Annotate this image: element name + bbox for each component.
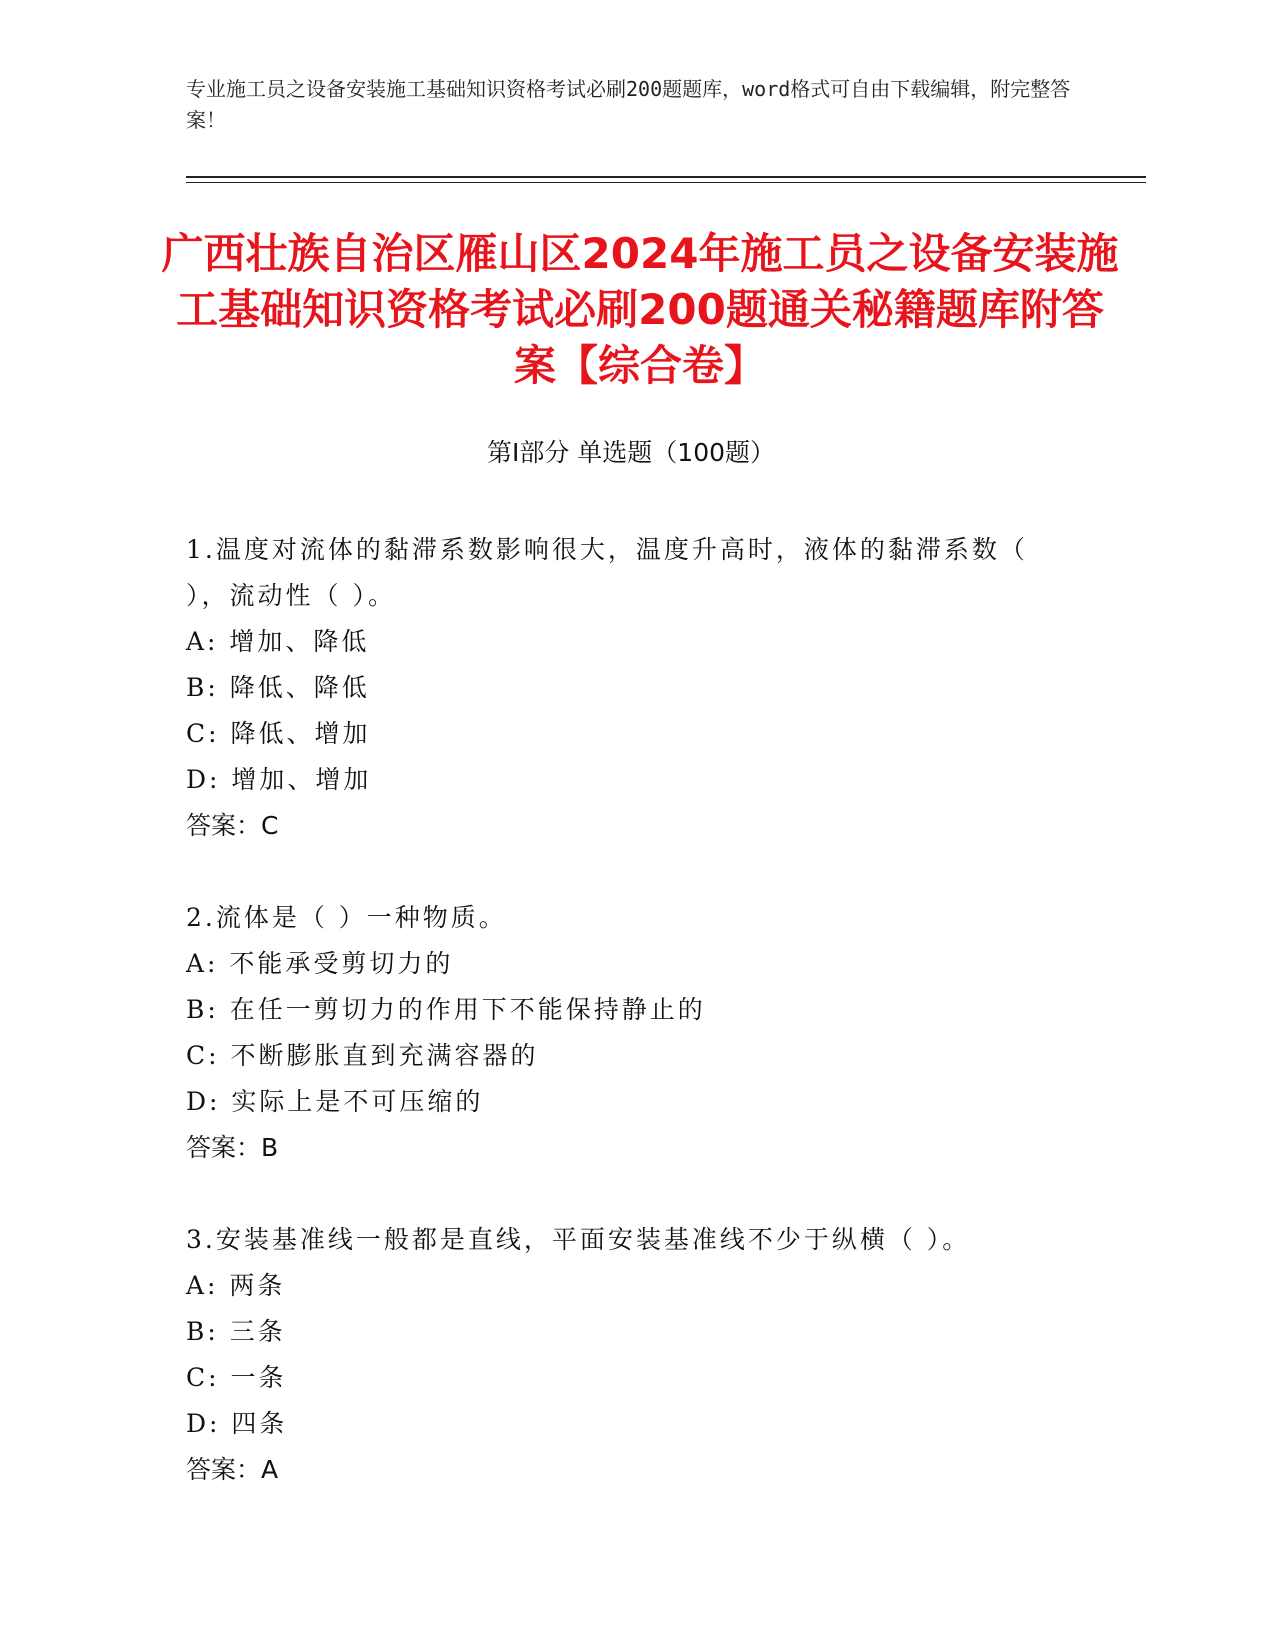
option-b: B: 降低、降低: [186, 673, 370, 702]
option-a: A: 不能承受剪切力的: [186, 949, 454, 978]
header-note: 专业施工员之设备安装施工基础知识资格考试必刷200题题库，word格式可自由下载编辑，附完整答案！: [186, 77, 1071, 132]
option-d: D: 增加、增加: [186, 765, 372, 794]
option-d: D: 四条: [186, 1409, 288, 1438]
option-c: C: 一条: [186, 1363, 287, 1392]
option-b: B: 三条: [186, 1317, 286, 1346]
option-a: A: 增加、降低: [186, 627, 370, 656]
question-list: [186, 527, 1066, 1539]
question-3: [186, 1217, 1066, 1493]
question-stem: 2.流体是（ ）一种物质。: [186, 903, 507, 932]
option-c: C: 不断膨胀直到充满容器的: [186, 1041, 539, 1070]
question-1: [186, 527, 1066, 849]
question-stem: 3.安装基准线一般都是直线，平面安装基准线不少于纵横（ ）。: [186, 1225, 971, 1254]
option-b: B: 在任一剪切力的作用下不能保持静止的: [186, 995, 706, 1024]
option-a: A: 两条: [186, 1271, 286, 1300]
option-c: C: 降低、增加: [186, 719, 371, 748]
question-stem: 1.温度对流体的黏滞系数影响很大，温度升高时，液体的黏滞系数（ ），流动性（ ）。: [186, 535, 1028, 610]
option-d: D: 实际上是不可压缩的: [186, 1087, 484, 1116]
answer-line: 答案：C: [186, 811, 279, 840]
question-2: [186, 895, 1066, 1171]
answer-line: 答案：B: [186, 1133, 279, 1162]
document-title: 广西壮族自治区雁山区2024年施工员之设备安装施工基础知识资格考试必刷200题通关秘籍题库附答案【综合卷】: [161, 229, 1119, 390]
section-heading: 第Ⅰ部分 单选题（100题）: [486, 438, 776, 467]
header-divider-thin: [186, 182, 1146, 183]
header-divider-thick: [186, 176, 1146, 178]
answer-line: 答案：A: [186, 1455, 279, 1484]
